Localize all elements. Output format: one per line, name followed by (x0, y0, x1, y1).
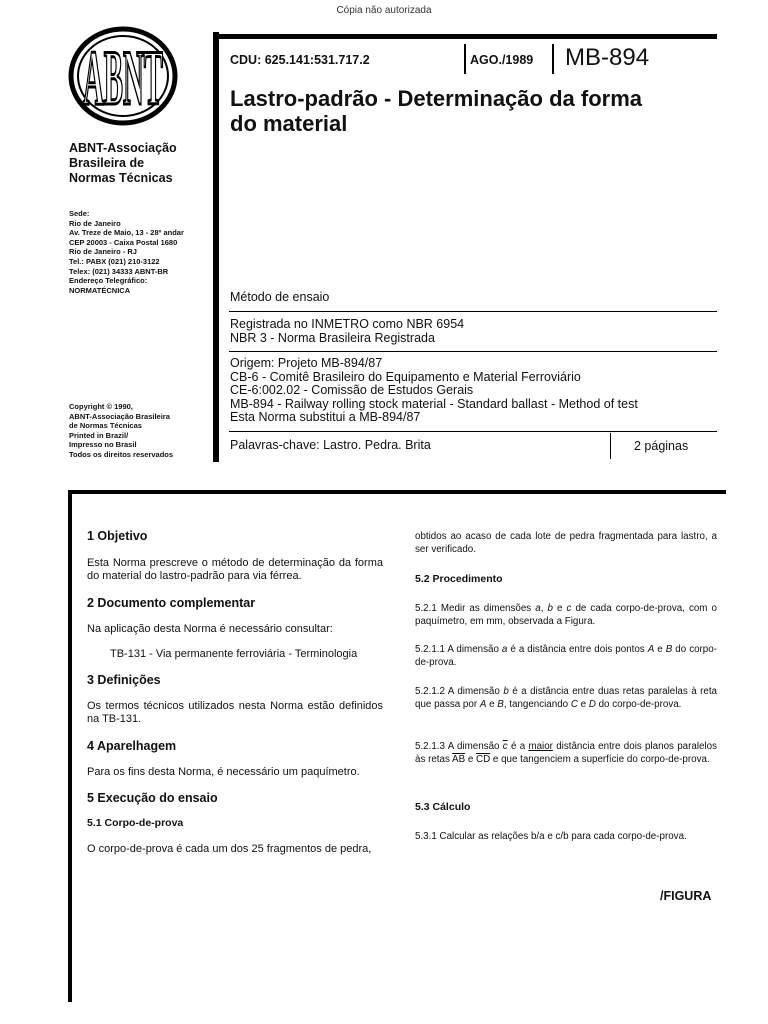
address-line: CEP 20003 - Caixa Postal 1680 (69, 237, 178, 247)
address-line: Endereço Telegráfico: (69, 276, 148, 286)
variable-a: a (501, 644, 508, 655)
watermark: Cópia não autorizada (336, 5, 432, 16)
text: é a distância entre duas retas paralelas à reta que passa por (415, 686, 717, 711)
org-address (69, 209, 219, 295)
variable-b: b (503, 686, 509, 697)
paragraph: Esta Norma prescreve o método de determinação da forma do material do lastro-padrão para via férrea. (87, 557, 383, 583)
date-divider (464, 44, 466, 74)
page-count: 2 páginas (634, 439, 689, 453)
copyright (69, 402, 219, 460)
paragraph: Para os fins desta Norma, é necessário um paquímetro. (87, 766, 360, 778)
org-name-line: Brasileira de (69, 156, 145, 170)
point-b: B (665, 644, 673, 655)
org-name (69, 141, 219, 186)
text: e (577, 699, 589, 711)
text: do corpo-de-prova. (415, 644, 717, 669)
copyright-line: Todos os direitos reservados (69, 449, 174, 459)
copyright-line: Printed in Brazil/ (69, 430, 129, 440)
copyright-line: Impresso no Brasil (69, 440, 137, 450)
copyright-line: ABNT-Associação Brasileira (69, 411, 170, 421)
keywords: Palavras-chave: Lastro. Pedra. Brita (230, 438, 431, 452)
address-line: Av. Treze de Maio, 13 - 28º andar (69, 228, 184, 238)
continuation-marker: /FIGURA (660, 889, 712, 903)
variable-c: c (566, 603, 572, 614)
text: 5.2.1 Medir as dimensões (415, 603, 536, 614)
variable-b: b (547, 603, 553, 614)
body-top-rule (68, 490, 726, 494)
paragraph: obtidos ao acaso de cada lote de pedra fragmentada para lastro, a ser verificado. (415, 531, 717, 556)
address-line: NORMATÉCNICA (69, 285, 131, 295)
section-heading: 3 Definições (87, 673, 161, 687)
origin-line: CE-6:002.02 - Comissão de Estudos Gerais (230, 383, 474, 397)
text: é a (507, 741, 529, 752)
subsection-heading: 5.2 Procedimento (415, 573, 503, 585)
text: 5.2.1.2 A dimensão (415, 686, 504, 697)
text: do corpo-de-prova. (595, 699, 682, 711)
text: , tangenciando (503, 699, 571, 711)
title-line: do material (230, 111, 348, 136)
registration-line: Registrada no INMETRO como NBR 6954 (230, 317, 465, 331)
divider (229, 431, 717, 432)
text: , (540, 603, 548, 614)
line-ab: $\overline{AB}$ (452, 754, 466, 766)
org-name-line: ABNT-Associação (69, 141, 177, 155)
reference-item: TB-131 - Via permanente ferroviária - Terminologia (110, 648, 358, 660)
method-label: Método de ensaio (230, 290, 330, 304)
point-a: A (647, 644, 655, 655)
paragraph-5-2-1 (415, 602, 717, 628)
text: 5.2.1.1 A dimensão (415, 644, 502, 655)
variable-c: $\overline{c}$ (502, 741, 508, 752)
divider (229, 311, 717, 312)
section-heading: 5 Execução do ensaio (87, 791, 218, 805)
origin-line: Esta Norma substitui a MB-894/87 (230, 410, 421, 424)
paragraph: Os termos técnicos utilizados nesta Norma estão definidos na TB-131. (87, 700, 383, 726)
org-name-line: Normas Técnicas (69, 171, 173, 185)
text: e (654, 644, 666, 655)
address-line: Tel.: PABX (021) 210-3122 (69, 256, 160, 266)
origin-line: MB-894 - Railway rolling stock material - Standard ballast - Method of test (230, 396, 638, 411)
paragraph-5-3-1: 5.3.1 Calcular as relações b/a e c/b para cada corpo-de-prova. (415, 831, 687, 842)
paragraph-5-2-1-1 (415, 643, 717, 669)
section-heading: 2 Documento complementar (87, 596, 256, 610)
address-line: Rio de Janeiro (69, 218, 121, 228)
registration-block (230, 318, 464, 345)
header-left-rule (213, 32, 219, 462)
text: e (552, 603, 567, 614)
subsection-heading: 5.3 Cálculo (415, 801, 471, 813)
registration-line: NBR 3 - Norma Brasileira Registrada (230, 330, 435, 345)
origin-block (230, 357, 638, 425)
origin-line: Origem: Projeto MB-894/87 (230, 356, 383, 370)
copyright-line: de Normas Técnicas (69, 421, 142, 431)
section-heading: 4 Aparelhagem (87, 739, 177, 753)
line-cd: $\overline{CD}$ (476, 754, 491, 766)
text: e (486, 699, 498, 711)
pages-divider (610, 433, 611, 459)
emphasis: maior (528, 741, 553, 752)
text: e (465, 754, 477, 766)
copyright-line: Copyright © 1990, (69, 402, 133, 411)
paragraph: Na aplicação desta Norma é necessário consultar: (87, 623, 333, 635)
paragraph-5-2-1-2 (415, 685, 717, 711)
abnt-logo (68, 26, 178, 126)
address-line: Rio de Janeiro - RJ (69, 247, 137, 257)
publication-date: AGO./1989 (470, 53, 534, 67)
document-title (230, 86, 720, 136)
text: distância entre dois planos paralelos às retas (415, 741, 717, 766)
address-line: Telex: (021) 34333 ABNT-BR (69, 266, 169, 276)
header-top-rule (215, 34, 717, 39)
paragraph: O corpo-de-prova é cada um dos 25 fragmentos de pedra, (87, 843, 372, 855)
origin-line: CB-6 - Comitê Brasileiro do Equipamento e Material Ferroviário (230, 369, 581, 384)
code-divider (552, 44, 554, 74)
text: 5.2.1.3 A dimensão (415, 741, 503, 752)
point-a: A (479, 699, 487, 711)
standard-code: MB-894 (565, 44, 650, 71)
address-line: Sede: (69, 209, 90, 218)
cdu-code: CDU: 625.141:531.717.2 (230, 53, 370, 67)
paragraph-5-2-1-3 (415, 740, 717, 766)
text: e que tangenciem a superfície do corpo-de-prova. (490, 754, 710, 766)
text: de cada corpo-de-prova, com o paquímetro, em mm, observada a Figura. (415, 603, 717, 628)
point-b: B (497, 699, 504, 711)
body-left-rule (68, 490, 72, 1002)
divider (229, 351, 717, 352)
logo-text: ABNT (83, 34, 163, 121)
subsection-heading: 5.1 Corpo-de-prova (87, 817, 184, 829)
point-c: C (570, 699, 578, 711)
text: é a distância entre dois pontos (507, 644, 648, 655)
title-line: Lastro-padrão - Determinação da forma (230, 86, 642, 111)
point-d: D (588, 699, 596, 711)
variable-a: a (535, 603, 541, 614)
section-heading: 1 Objetivo (87, 529, 148, 543)
